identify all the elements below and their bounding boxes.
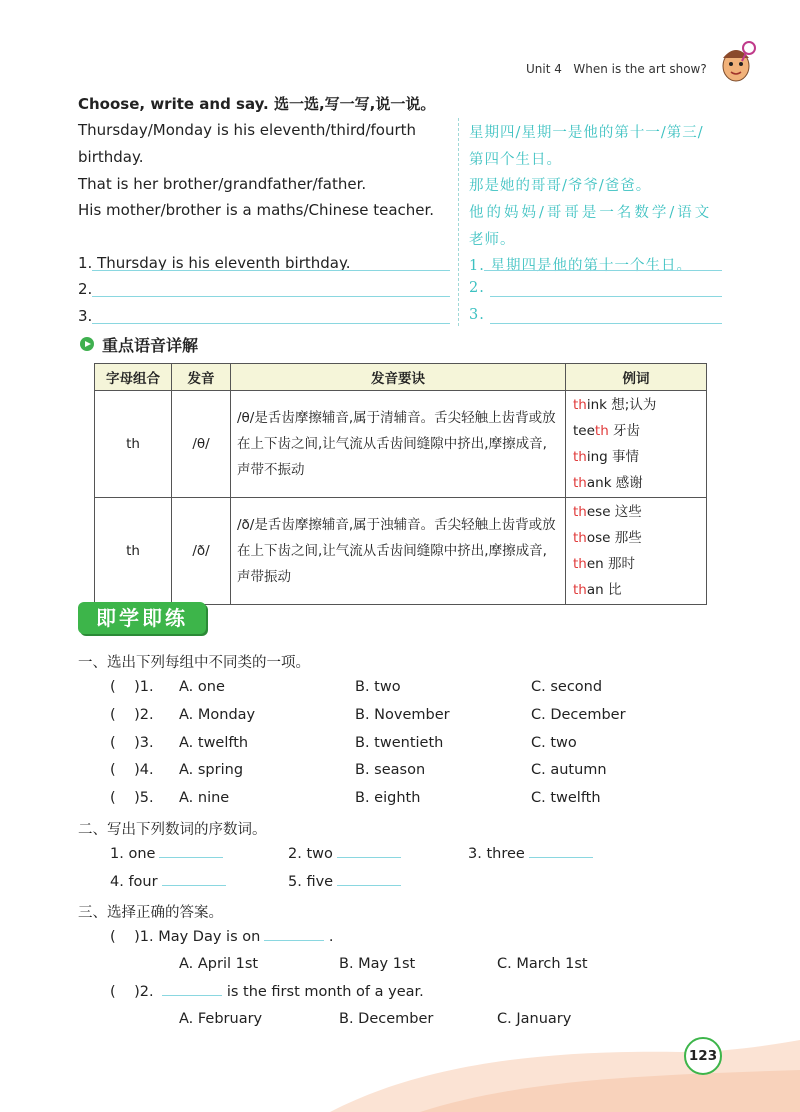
part1-q2-option-b[interactable]: B. November — [355, 707, 450, 723]
part1-q3-number: ( )3. — [110, 735, 154, 751]
phonics-words — [566, 391, 707, 498]
answer-en-1-line[interactable] — [92, 270, 450, 271]
page-number: 123 — [684, 1037, 722, 1075]
sentence-en-4: His mother/brother is a maths/Chinese teacher. — [78, 201, 435, 219]
answer-cn-3-line[interactable] — [490, 323, 722, 324]
answer-en-3-num: 3. — [78, 307, 93, 325]
blank-line[interactable] — [337, 873, 401, 886]
sentence-cn-5: 老师。 — [469, 232, 516, 248]
answer-cn-1 — [469, 254, 692, 275]
task-heading-cn: 选一选,写一写,说一说。 — [273, 95, 436, 113]
blank-line[interactable] — [159, 845, 223, 858]
part2-title: 二、写出下列数词的序数词。 — [78, 822, 267, 838]
sentence-cn-4: 他的妈妈/哥哥是一名数学/语文 — [469, 205, 713, 221]
unit-title: When is the art show? — [573, 62, 707, 76]
answer-en-2-line[interactable] — [92, 296, 450, 297]
part1-q1-number: ( )1. — [110, 679, 154, 695]
part3-q1: ( )1. May Day is on . — [110, 929, 334, 945]
answer-en-1-text: Thursday is his eleventh birthday. — [97, 254, 351, 272]
part3-q2: ( )2. is the first month of a year. — [110, 984, 424, 1000]
part1-q2-option-c[interactable]: C. December — [531, 707, 626, 723]
answer-cn-2-line[interactable] — [490, 296, 722, 297]
part3-q2-option-b[interactable]: B. December — [339, 1011, 434, 1027]
answer-en-3-line[interactable] — [92, 323, 450, 324]
answer-en-1-num: 1. — [78, 254, 93, 272]
mascot-icon — [716, 36, 758, 88]
task-heading — [78, 93, 435, 114]
part2-item-1: 1. one — [110, 845, 223, 862]
column-divider — [458, 118, 459, 326]
phonics-tip: /ð/是舌齿摩擦辅音,属于浊辅音。舌尖轻触上齿背或放在上下齿之间,让气流从舌齿间缝隙中挤出,摩擦成音,声带振动 — [231, 498, 566, 605]
part1-q3-option-b[interactable]: B. twentieth — [355, 735, 444, 751]
example-word: than 比 — [573, 582, 622, 598]
blank-line[interactable] — [337, 845, 401, 858]
part3-q1-option-a[interactable]: A. April 1st — [179, 956, 259, 972]
part1-q3-option-a[interactable]: A. twelfth — [179, 735, 249, 751]
sentence-en-3: That is her brother/grandfather/father. — [78, 175, 367, 193]
part3-q1-option-b[interactable]: B. May 1st — [339, 956, 416, 972]
blank-line[interactable] — [162, 873, 226, 886]
answer-cn-1-num: 1. — [469, 258, 485, 274]
sentence-cn-2: 第四个生日。 — [469, 152, 562, 168]
example-word: think 想;认为 — [573, 397, 657, 413]
phonics-header-sound: 发音 — [172, 364, 231, 391]
part2-item-4: 4. four — [110, 873, 226, 890]
part1-q3-option-c[interactable]: C. two — [531, 735, 577, 751]
unit-header — [526, 62, 707, 76]
sentence-en-1: Thursday/Monday is his eleventh/third/fourth — [78, 121, 417, 139]
part1-q5-option-c[interactable]: C. twelfth — [531, 790, 601, 806]
blank-line[interactable] — [162, 983, 222, 996]
phonics-header-row — [95, 364, 707, 391]
part1-q1-option-a[interactable]: A. one — [179, 679, 225, 695]
example-word: teeth 牙齿 — [573, 423, 641, 439]
answer-en-2-num: 2. — [78, 280, 93, 298]
part1-q1-option-c[interactable]: C. second — [531, 679, 603, 695]
phonics-row — [95, 391, 707, 498]
phonics-words — [566, 498, 707, 605]
answer-cn-1-text: 星期四是他的第十一个生日。 — [490, 258, 692, 274]
phonics-table — [94, 363, 707, 605]
part1-q2-option-a[interactable]: A. Monday — [179, 707, 256, 723]
part1-q5-option-a[interactable]: A. nine — [179, 790, 230, 806]
example-word: then 那时 — [573, 556, 636, 572]
blank-line[interactable] — [529, 845, 593, 858]
part3-title: 三、选择正确的答案。 — [78, 905, 223, 921]
part1-title: 一、选出下列每组中不同类的一项。 — [78, 655, 310, 671]
blank-line[interactable] — [264, 928, 324, 941]
play-icon — [80, 337, 94, 351]
part1-q4-number: ( )4. — [110, 762, 154, 778]
example-word: thank 感谢 — [573, 475, 643, 491]
part2-item-2: 2. two — [288, 845, 401, 862]
task-heading-en: Choose, write and say. — [78, 95, 269, 113]
phonics-row — [95, 498, 707, 605]
part3-q2-option-c[interactable]: C. January — [497, 1011, 572, 1027]
phonics-header-words: 例词 — [566, 364, 707, 391]
answer-cn-2-num: 2. — [469, 280, 485, 296]
part1-q1-option-b[interactable]: B. two — [355, 679, 401, 695]
part2-item-3: 3. three — [468, 845, 593, 862]
part2-item-5: 5. five — [288, 873, 401, 890]
phonics-combo: th — [95, 498, 172, 605]
answer-cn-1-line[interactable] — [484, 270, 722, 271]
part1-q4-option-b[interactable]: B. season — [355, 762, 426, 778]
sentence-cn-1: 星期四/星期一是他的第十一/第三/ — [469, 125, 704, 141]
part1-q5-option-b[interactable]: B. eighth — [355, 790, 421, 806]
example-word: these 这些 — [573, 504, 642, 520]
part1-q2-number: ( )2. — [110, 707, 154, 723]
phonics-title: 重点语音详解 — [102, 336, 199, 355]
part1-q4-option-c[interactable]: C. autumn — [531, 762, 607, 778]
phonics-tip: /θ/是舌齿摩擦辅音,属于清辅音。舌尖轻触上齿背或放在上下齿之间,让气流从舌齿间缝隙中挤出,摩擦成音,声带不振动 — [231, 391, 566, 498]
part1-q4-option-a[interactable]: A. spring — [179, 762, 244, 778]
unit-label: Unit 4 — [526, 62, 562, 76]
part3-q2-option-a[interactable]: A. February — [179, 1011, 263, 1027]
practice-banner: 即学即练 — [78, 602, 206, 634]
part1-q5-number: ( )5. — [110, 790, 154, 806]
phonics-sound: /θ/ — [172, 391, 231, 498]
part3-q1-option-c[interactable]: C. March 1st — [497, 956, 588, 972]
phonics-sound: /ð/ — [172, 498, 231, 605]
phonics-header-tip: 发音要诀 — [231, 364, 566, 391]
phonics-combo: th — [95, 391, 172, 498]
example-word: thing 事情 — [573, 449, 640, 465]
phonics-header-combo: 字母组合 — [95, 364, 172, 391]
answer-cn-3-num: 3. — [469, 307, 485, 323]
sentence-en-2: birthday. — [78, 148, 144, 166]
example-word: those 那些 — [573, 530, 642, 546]
sentence-cn-3: 那是她的哥哥/爷爷/爸爸。 — [469, 178, 652, 194]
